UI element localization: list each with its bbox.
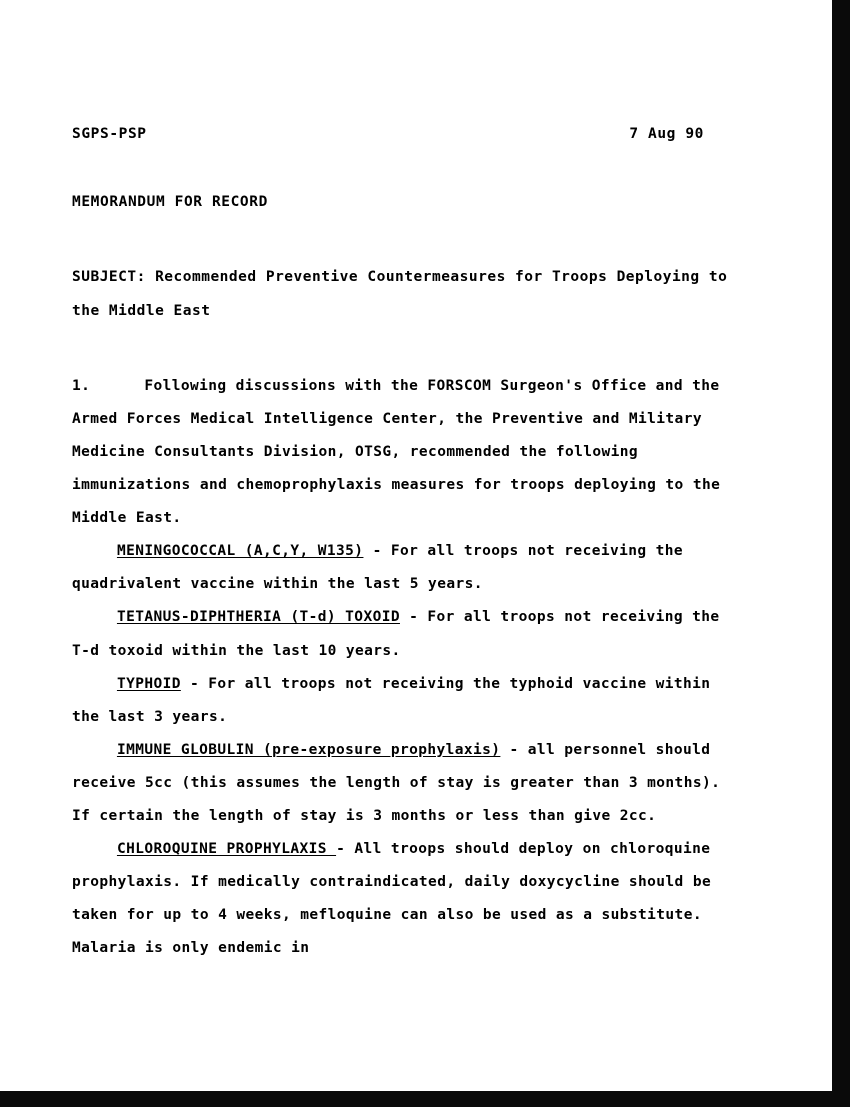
item-chloroquine-prophylaxis-heading: CHLOROQUINE PROPHYLAXIS [116, 840, 337, 857]
item-immune-globulin-body: - all personnel should receive 5cc (this assumes the length of stay is greater than 3 months). If certain the length of stay is 3 months or less than give 2cc. [72, 741, 721, 824]
subject-block [72, 260, 732, 328]
item-typhoid [72, 668, 732, 734]
subject-label: SUBJECT: [72, 269, 146, 285]
subject-text: Recommended Preventive Countermeasures for Troops Deploying to the Middle East [72, 269, 728, 320]
item-typhoid-heading: TYPHOID [116, 675, 181, 692]
paragraph-1-number: 1. [72, 378, 91, 395]
item-tetanus-diphtheria-heading: TETANUS-DIPHTHERIA (T-d) TOXOID [116, 609, 400, 626]
paragraph-1 [72, 370, 732, 535]
scan-edge-bottom [0, 1091, 850, 1107]
paragraph-1-text: Following discussions with the FORSCOM Surgeon's Office and the Armed Forces Medical Intelligence Center, the Preventive and Military Medicine Consultants Division, OTSG, recommended the following immunizations and chemoprophylaxis measures for troops deploying to the Middle East. [72, 378, 721, 527]
document-date: 7 Aug 90 [629, 126, 704, 142]
item-immune-globulin [72, 734, 732, 833]
item-chloroquine-prophylaxis [72, 833, 732, 965]
item-meningococcal-body: - For all troops not receiving the quadrivalent vaccine within the last 5 years. [72, 543, 683, 593]
document-body [72, 126, 732, 965]
memorandum-type-line: MEMORANDUM FOR RECORD [72, 194, 268, 210]
item-typhoid-body: - For all troops not receiving the typhoid vaccine within the last 3 years. [72, 675, 711, 725]
office-symbol: SGPS-PSP [72, 126, 147, 142]
item-immune-globulin-heading: IMMUNE GLOBULIN (pre-exposure prophylaxis) [116, 741, 501, 758]
item-chloroquine-prophylaxis-body: - All troops should deploy on chloroquine prophylaxis. If medically contraindicated, daily doxycycline should be taken for up to 4 weeks, mefloquine can also be used as a substitute. Malaria is only endemic in [72, 840, 712, 956]
document-header [72, 126, 732, 142]
item-tetanus-diphtheria [72, 601, 732, 667]
item-meningococcal [72, 535, 732, 601]
item-tetanus-diphtheria-body: - For all troops not receiving the T-d toxoid within the last 10 years. [72, 609, 720, 659]
scan-edge-right [832, 0, 850, 1107]
item-meningococcal-heading: MENINGOCOCCAL (A,C,Y, W135) [116, 543, 364, 560]
